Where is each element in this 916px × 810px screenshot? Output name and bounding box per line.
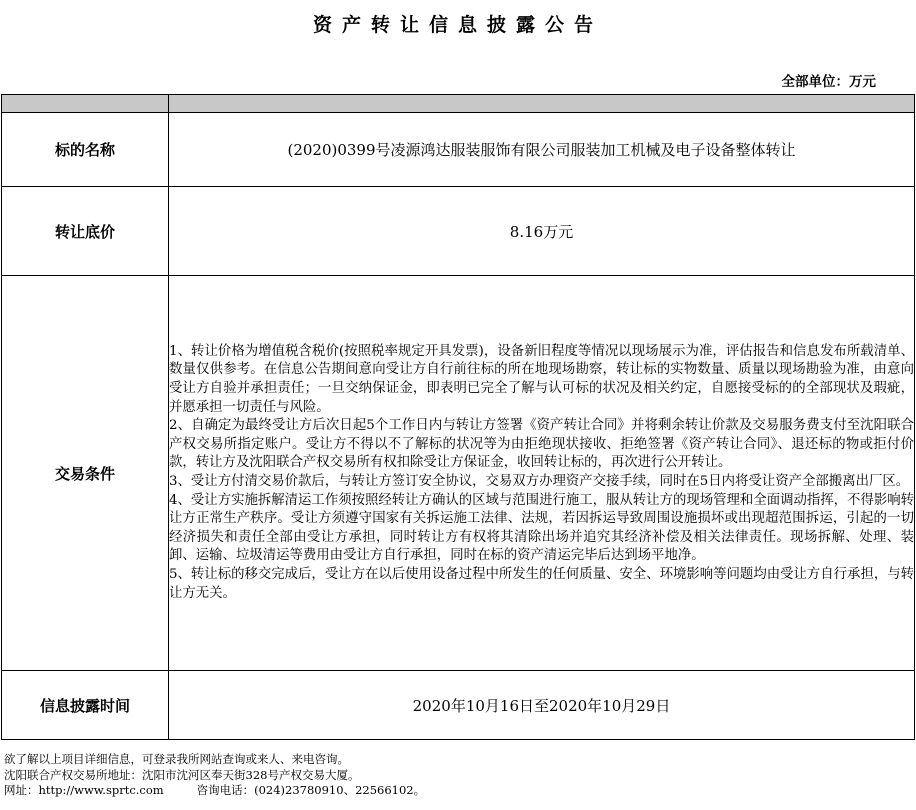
price-label: 转让底价 bbox=[2, 187, 169, 276]
footer bbox=[4, 752, 425, 799]
footer-line-info: 欲了解以上项目详细信息，可登录我所网站查询或来人、来电咨询。 bbox=[4, 752, 349, 766]
row-name bbox=[2, 113, 915, 187]
name-value: (2020)0399号凌源鸿达服装服饰有限公司服装加工机械及电子设备整体转让 bbox=[169, 113, 915, 187]
website-link[interactable]: 网址：http://www.sprtc.com bbox=[4, 783, 164, 797]
unit-note: 全部单位：万元 bbox=[781, 74, 876, 90]
page-title: 资产转让信息披露公告 bbox=[312, 14, 603, 36]
phone-text: 咨询电话：(024)23780910、22566102。 bbox=[196, 783, 426, 797]
header-cell-left bbox=[2, 95, 169, 113]
conditions-text bbox=[169, 276, 915, 671]
footer-line-address: 沈阳联合产权交易所地址：沈阳市沈河区奉天街328号产权交易大厦。 bbox=[4, 767, 360, 782]
conditions-label: 交易条件 bbox=[2, 276, 169, 671]
condition-item: 5、转让标的移交完成后，受让方在以后使用设备过程中所发生的任何质量、安全、环境影响等问题均由受让方自行承担，与转让方无关。 bbox=[169, 566, 914, 601]
condition-item: 3、受让方付清交易价款后，与转让方签订安全协议，交易双方办理资产交接手续，同时在5日内将受让资产全部搬离出厂区。 bbox=[169, 474, 910, 489]
announcement-table bbox=[1, 94, 915, 740]
price-value: 8.16万元 bbox=[169, 187, 915, 276]
footer-gap bbox=[164, 783, 197, 797]
period-value: 2020年10月16日至2020年10月29日 bbox=[169, 671, 915, 740]
period-label: 信息披露时间 bbox=[2, 671, 169, 740]
condition-item: 2、自确定为最终受让方后次日起5个工作日内与转让方签署《资产转让合同》并将剩余转让价款及交易服务费支付至沈阳联合产权交易所指定账户。受让方不得以不了解标的状况等为由拒绝现状接收、拒绝签署《资产转让合同》、退还标的物或拒付价款，转让方及沈阳联合产权交易所有权扣除受让方保证金，收回转让标的，再次进行公开转让。 bbox=[169, 418, 914, 471]
condition-item: 1、转让价格为增值税含税价(按照税率规定开具发票)，设备新旧程度等情况以现场展示为准，评估报告和信息发布所载清单、数量仅供参考。在信息公告期间意向受让方自行前往标的所在地现场勘察，转让标的实物数量、质量以现场勘验为准，由意向受让方自验并承担责任；一旦交纳保证金，即表明已完全了解与认可标的状况及相关约定，自愿接受标的的全部现状及瑕疵，并愿承担一切责任与风险。 bbox=[169, 343, 914, 415]
footer-line-contact bbox=[4, 783, 425, 799]
header-row bbox=[2, 95, 915, 113]
row-price bbox=[2, 187, 915, 276]
header-cell-right bbox=[169, 95, 915, 113]
row-conditions bbox=[2, 276, 915, 671]
condition-item: 4、受让方实施拆解清运工作须按照经转让方确认的区域与范围进行施工，服从转让方的现场管理和全面调动指挥，不得影响转让方正常生产秩序。受让方须遵守国家有关拆运施工法律、法规，若因拆运导致周围设施损坏或出现超范围拆运，引起的一切经济损失和责任全部由受让方承担，同时转让方有权将其清除出场并追究其经济补偿及相关法律责任。现场拆解、处理、装卸、运输、垃圾清运等费用由受让方自行承担，同时在标的资产清运完毕后达到场平地净。 bbox=[169, 492, 914, 564]
row-period bbox=[2, 671, 915, 740]
name-label: 标的名称 bbox=[2, 113, 169, 187]
